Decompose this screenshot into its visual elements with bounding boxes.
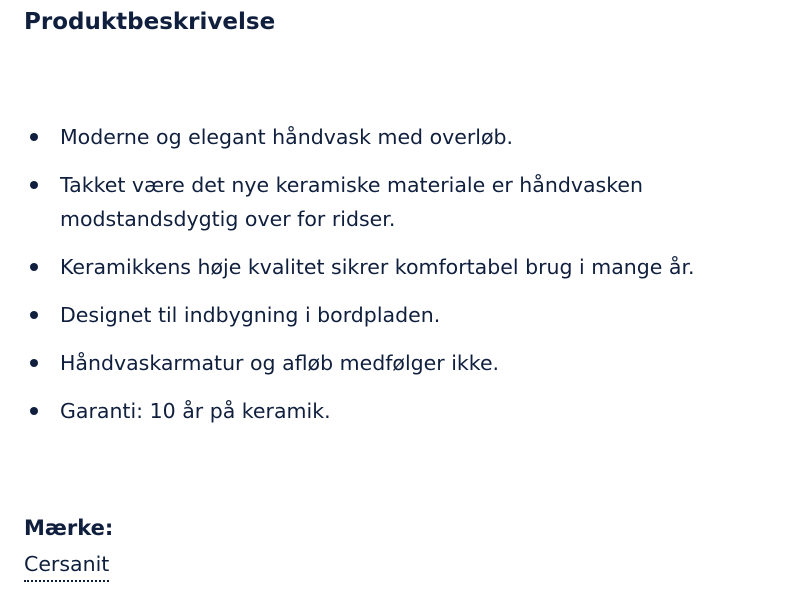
bullet-icon: [30, 311, 38, 319]
bullet-icon: [30, 181, 38, 189]
bullet-icon: [30, 263, 38, 271]
brand-link[interactable]: Cersanit: [24, 548, 109, 582]
list-item: [24, 298, 784, 332]
list-item: [24, 346, 784, 380]
list-item-text: Takket være det nye keramiske materiale er håndvasken modstandsdygtig over for ridser.: [60, 173, 643, 231]
feature-list: [24, 120, 784, 442]
list-item-text: Designet til indbygning i bordpladen.: [60, 303, 441, 327]
list-item: [24, 168, 700, 236]
list-item: [24, 394, 784, 428]
list-item: [24, 120, 784, 154]
section-title: Produktbeskrivelse: [24, 9, 276, 35]
bullet-icon: [30, 359, 38, 367]
list-item-text: Moderne og elegant håndvask med overløb.: [60, 125, 514, 149]
bullet-icon: [30, 407, 38, 415]
list-item: [24, 250, 784, 284]
list-item-text: Garanti: 10 år på keramik.: [60, 399, 331, 423]
brand-label: Mærke:: [24, 516, 114, 540]
list-item-text: Håndvaskarmatur og afløb medfølger ikke.: [60, 351, 500, 375]
list-item-text: Keramikkens høje kvalitet sikrer komfortabel brug i mange år.: [60, 255, 695, 279]
bullet-icon: [30, 133, 38, 141]
